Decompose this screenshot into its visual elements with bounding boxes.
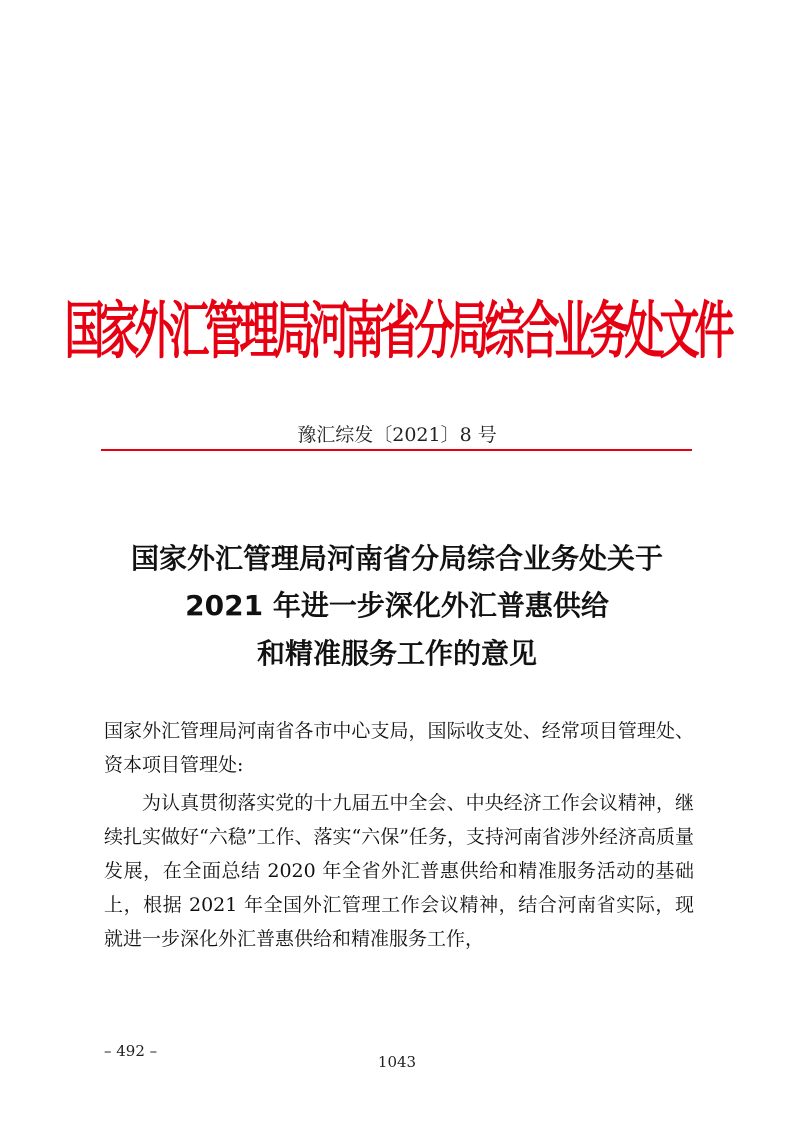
document-title-line-2: 2021 年进一步深化外汇普惠供给 bbox=[185, 589, 609, 622]
document-title-line-3: 和精准服务工作的意见 bbox=[256, 637, 537, 670]
page-number: 1043 bbox=[377, 1053, 417, 1071]
document-title-line-1: 国家外汇管理局河南省分局综合业务处关于 bbox=[130, 542, 663, 575]
document-number: 豫汇综发〔2021〕8 号 bbox=[297, 424, 497, 446]
page-marker: – 492 – bbox=[104, 1042, 158, 1060]
body-paragraph-1: 为认真贯彻落实党的十九届五中全会、中央经济工作会议精神，继续扎实做好“六稳”工作、落实“六保”任务，支持河南省涉外经济高质量发展，在全面总结 2020 年全省外汇普惠供给和精准服务活动的基础上，根据 2021 年全国外汇管理工作会议精神，结合河南省实际，现就进一步深化外汇普惠供给和精准服务工作， bbox=[104, 792, 694, 950]
red-divider-rule bbox=[101, 449, 692, 451]
agency-header-title: 国家外汇管理局河南省分局综合业务处文件 bbox=[64, 295, 730, 368]
addressee-paragraph: 国家外汇管理局河南省各市中心支局，国际收支处、经常项目管理处、资本项目管理处: bbox=[104, 720, 694, 776]
